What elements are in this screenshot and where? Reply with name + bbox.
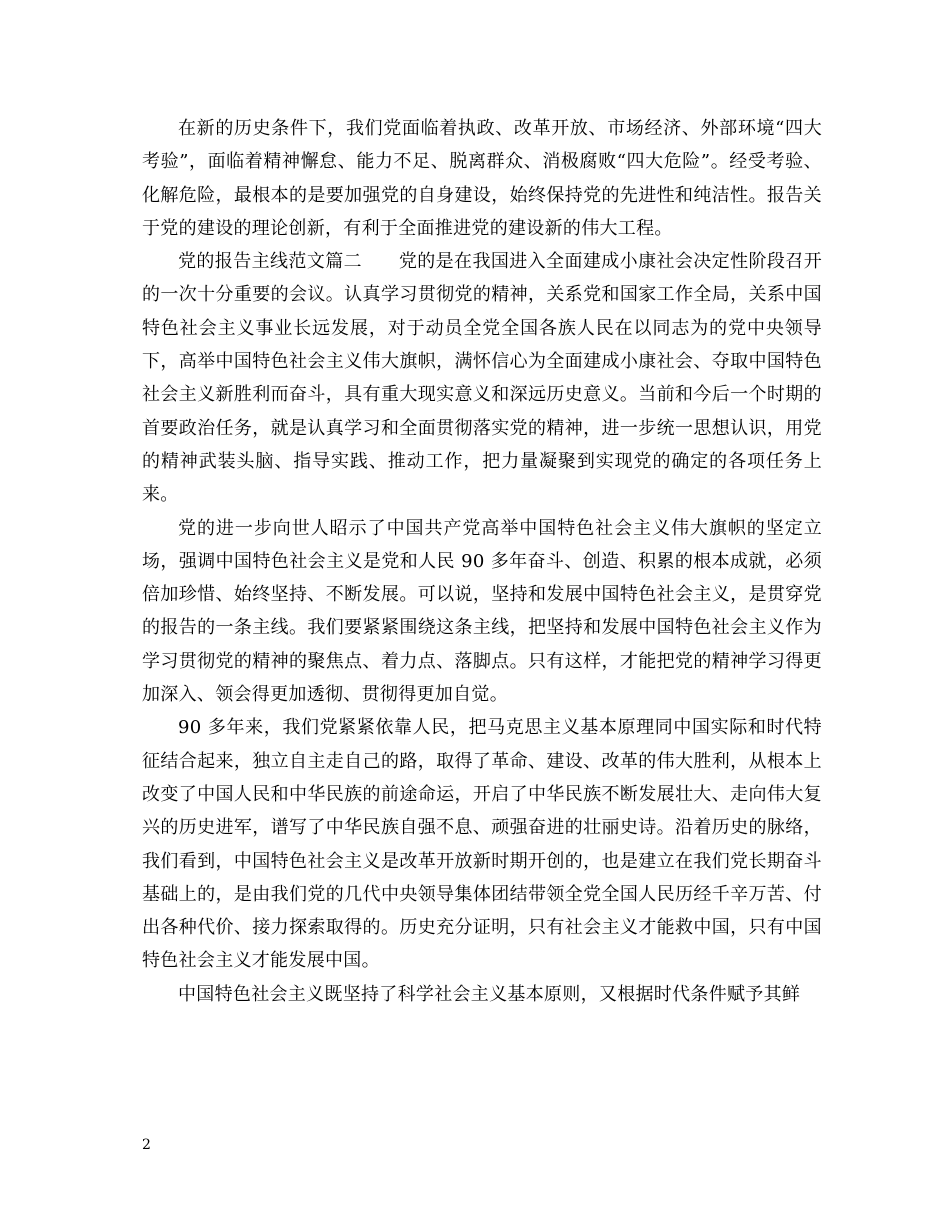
document-body: [142, 112, 822, 1011]
paragraph-1: 在新的历史条件下，我们党面临着执政、改革开放、市场经济、外部环境“四大考验”，面临着精神懈怠、能力不足、脱离群众、消极腐败“四大危险”。经受考验、化解危险，最根本的是要加强党的自身建设，始终保持党的先进性和纯洁性。报告关于党的建设的理论创新，有利于全面推进党的建设新的伟大工程。: [142, 118, 822, 239]
paragraph-2: 党的报告主线范文篇二 党的是在我国进入全面建成小康社会决定性阶段召开的一次十分重要的会议。认真学习贯彻党的精神，关系党和国家工作全局，关系中国特色社会主义事业长远发展，对于动员全党全国各族人民在以同志为的党中央领导下，高举中国特色社会主义伟大旗帜，满怀信心为全面建成小康社会、夺取中国特色社会主义新胜利而奋斗，具有重大现实意义和深远历史意义。当前和今后一个时期的首要政治任务，就是认真学习和全面贯彻落实党的精神，进一步统一思想认识，用党的精神武装头脑、指导实践、推动工作，把力量凝聚到实现党的确定的各项任务上来。: [142, 251, 822, 506]
page-number: 2: [142, 1137, 151, 1153]
paragraph-3: 党的进一步向世人昭示了中国共产党高举中国特色社会主义伟大旗帜的坚定立场，强调中国特色社会主义是党和人民 90 多年奋斗、创造、积累的根本成就，必须倍加珍惜、始终坚持、不断发展。可以说，坚持和发展中国特色社会主义，是贯穿党的报告的一条主线。我们要紧紧围绕这条主线，把坚持和发展中国特色社会主义作为学习贯彻党的精神的聚焦点、着力点、落脚点。只有这样，才能把党的精神学习得更加深入、领会得更加透彻、贯彻得更加自觉。: [142, 517, 822, 706]
paragraph-4: 90 多年来，我们党紧紧依靠人民，把马克思主义基本原理同中国实际和时代特征结合起来，独立自主走自己的路，取得了革命、建设、改革的伟大胜利，从根本上改变了中国人民和中华民族的前途命运，开启了中华民族不断发展壮大、走向伟大复兴的历史进军，谱写了中华民族自强不息、顽强奋进的壮丽史诗。沿着历史的脉络，我们看到，中国特色社会主义是改革开放新时期开创的，也是建立在我们党长期奋斗基础上的，是由我们党的几代中央领导集体团结带领全党全国人民历经千辛万苦、付出各种代价、接力探索取得的。历史充分证明，只有社会主义才能救中国，只有中国特色社会主义才能发展中国。: [142, 717, 822, 972]
paragraph-5: 中国特色社会主义既坚持了科学社会主义基本原则，又根据时代条件赋予其鲜: [178, 983, 801, 1005]
